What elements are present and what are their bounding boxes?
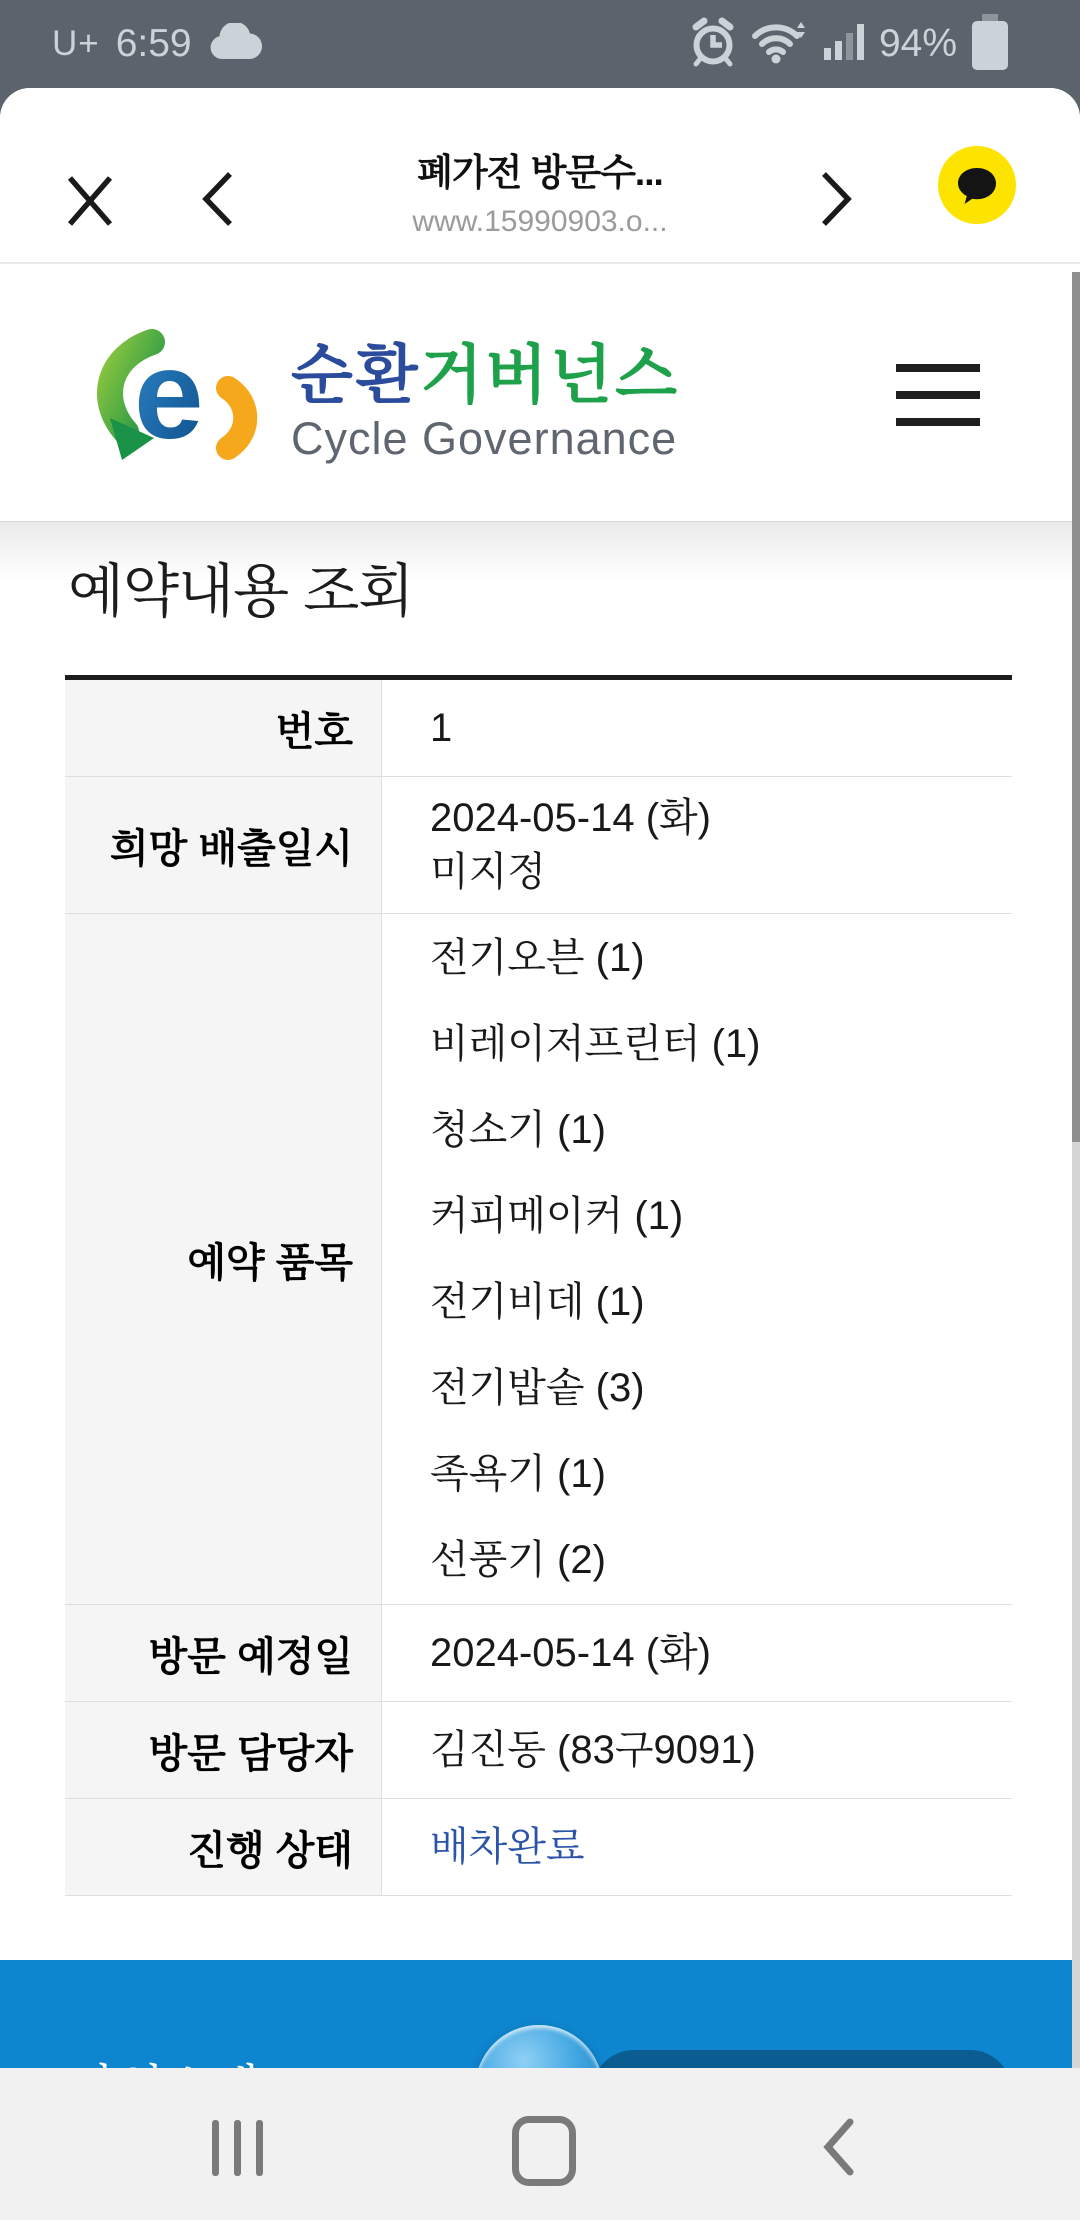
- carrier-label: U+: [52, 24, 100, 63]
- list-item: 전기밥솥 (3): [430, 1366, 645, 1410]
- table-row: [65, 680, 1012, 777]
- row-value-status: [382, 1799, 1012, 1895]
- desired-date-line1: 2024-05-14 (화): [430, 796, 712, 840]
- row-label-items: 예약 품목: [65, 914, 382, 1604]
- table-row: [65, 1702, 1012, 1799]
- status-bar-left: [52, 0, 262, 88]
- battery-percent-label: 94%: [878, 22, 957, 65]
- row-value-no: 1: [430, 706, 453, 750]
- hamburger-menu-icon[interactable]: [896, 364, 980, 426]
- site-logo-text: [291, 338, 680, 465]
- list-item: 선풍기 (2): [430, 1538, 606, 1582]
- page-title: 예약내용 조회: [68, 559, 414, 624]
- logo-english: Cycle Governance: [291, 413, 678, 465]
- site-logo[interactable]: [92, 326, 680, 481]
- desired-date-line2: 미지정: [430, 850, 546, 894]
- browser-url: www.15990903.o...: [412, 205, 668, 238]
- status-link[interactable]: 배차완료: [430, 1825, 585, 1869]
- chevron-right-icon[interactable]: [816, 170, 856, 228]
- logo-korean-green: 거버넌스: [420, 338, 680, 411]
- battery-icon: [970, 14, 1010, 75]
- row-value-visit-date: 2024-05-14 (화): [430, 1631, 712, 1675]
- browser-sheet: [0, 88, 1080, 2220]
- browser-toolbar: [0, 88, 1080, 264]
- browser-page-title: 폐가전 방문수...: [417, 152, 663, 193]
- alarm-clock-icon: [688, 17, 738, 72]
- row-label-desired-date: 희망 배출일시: [65, 777, 382, 913]
- row-label-no: 번호: [65, 680, 382, 776]
- table-row: [65, 777, 1012, 914]
- logo-korean-blue: 순환: [291, 338, 421, 411]
- list-item: 전기오븐 (1): [430, 936, 645, 980]
- recents-icon[interactable]: [212, 2120, 264, 2176]
- page-title-block: [300, 142, 780, 239]
- cloud-icon: [208, 23, 262, 66]
- table-row: [65, 1799, 1012, 1896]
- row-label-agent: 방문 담당자: [65, 1702, 382, 1798]
- table-row: [65, 1605, 1012, 1702]
- row-value-agent: 김진동 (83구9091): [430, 1728, 756, 1772]
- list-item: 전기비데 (1): [430, 1280, 645, 1324]
- chevron-left-icon[interactable]: [198, 170, 238, 228]
- row-value-desired-date: [382, 777, 1012, 913]
- list-item: 커피메이커 (1): [430, 1194, 684, 1238]
- reservation-table: [65, 675, 1012, 1896]
- home-icon[interactable]: [512, 2116, 576, 2186]
- close-icon[interactable]: [62, 172, 118, 228]
- site-header: [0, 264, 1080, 522]
- row-label-visit-date: 방문 예정일: [65, 1605, 382, 1701]
- android-navigation-bar: [0, 2068, 1080, 2220]
- wifi-icon: [751, 20, 809, 69]
- scrollbar-thumb[interactable]: [1072, 272, 1080, 1142]
- back-icon[interactable]: [820, 2118, 856, 2176]
- signal-icon: [822, 20, 866, 69]
- list-item: 족욕기 (1): [430, 1452, 606, 1496]
- table-row: [65, 914, 1012, 1605]
- status-time: 6:59: [115, 22, 192, 65]
- status-bar: [0, 0, 1080, 88]
- list-item: 청소기 (1): [430, 1108, 606, 1152]
- cycle-governance-logo-icon: [92, 326, 277, 481]
- svg-text:e: e: [134, 326, 204, 465]
- status-bar-right: [688, 0, 1010, 88]
- row-value-items: [382, 914, 1012, 1604]
- list-item: 비레이저프린터 (1): [430, 1022, 761, 1066]
- row-label-status: 진행 상태: [65, 1799, 382, 1895]
- kakao-talk-chat-icon[interactable]: [938, 146, 1016, 224]
